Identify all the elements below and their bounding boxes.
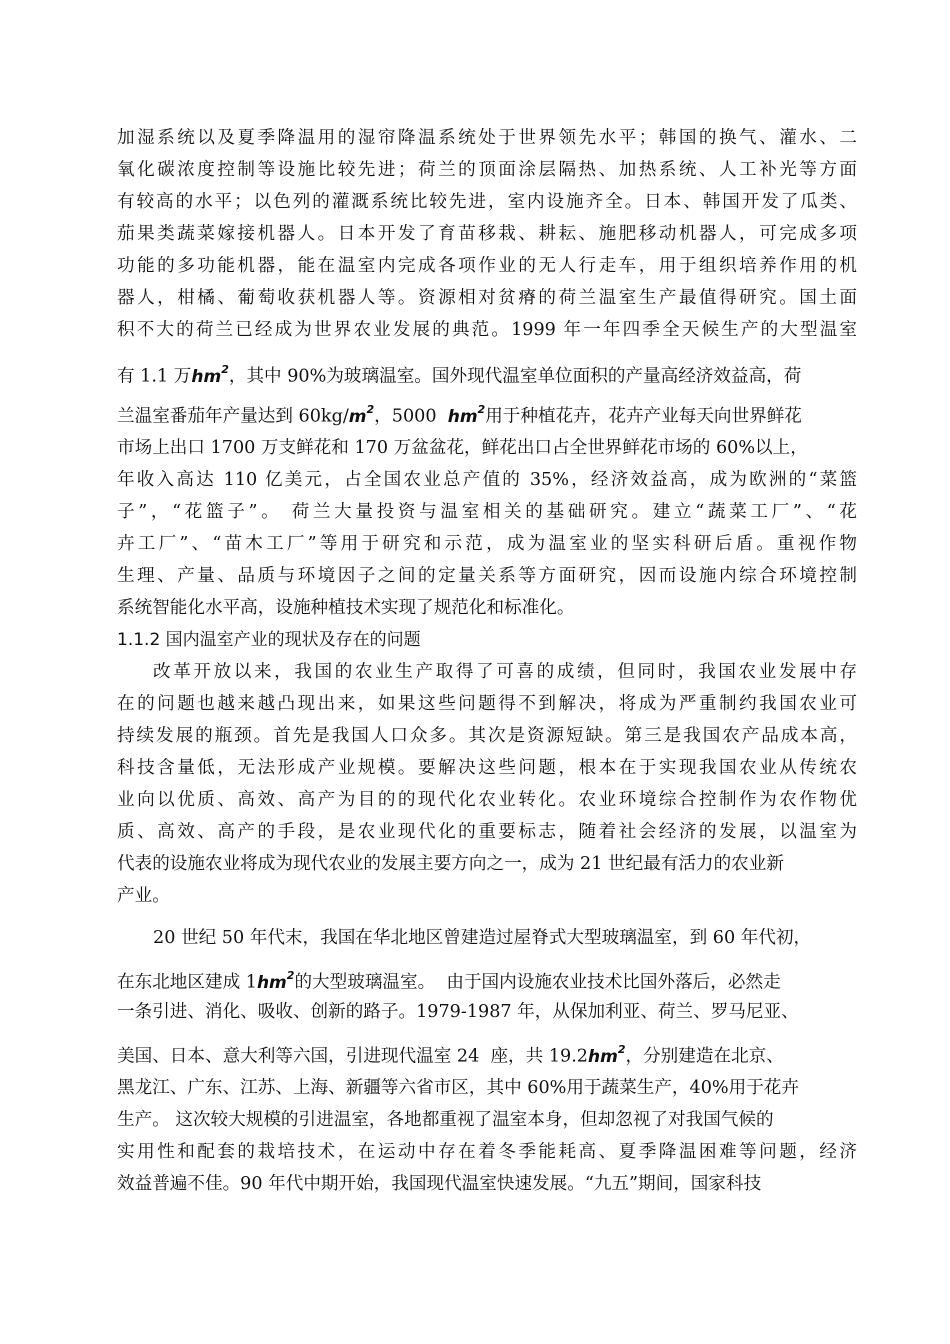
unit-hm: $hm^2$	[447, 403, 486, 427]
text-span: ，分别建造在北京、	[625, 1046, 784, 1067]
text-line: 市场上出口 1700 万支鲜花和 170 万盆盆花，鲜花出口占全世界鲜花市场的 60%以上，	[117, 438, 808, 458]
unit-m: $m^2$	[348, 403, 375, 427]
text-line	[117, 357, 857, 387]
text-line: 生理、产量、品质与环境因子之间的定量关系等方面研究，因而设施内综合环境控制	[117, 566, 857, 586]
text-line: 年收入高达 110 亿美元，占全国农业总产值的 35%，经济效益高，成为欧洲的“菜篮	[117, 470, 857, 490]
text-span: 兰温室番茄年产量达到 60kg/	[117, 406, 349, 427]
text-line: 业向以优质、高效、高产为目的的现代化农业转化。农业环境综合控制作为农作物优	[117, 790, 857, 810]
text-line: 功能的多功能机器，能在温室内完成各项作业的无人行走车，用于组织培养作用的机	[117, 256, 857, 276]
text-line: 20 世纪 50 年代末，我国在华北地区曾建造过屋脊式大型玻璃温室，到 60 年代初，	[153, 928, 812, 948]
section-heading: 1.1.2 国内温室产业的现状及存在的问题	[117, 630, 421, 650]
text-line: 加湿系统以及夏季降温用的湿帘降温系统处于世界领先水平；韩国的换气、灌水、二	[117, 128, 857, 148]
unit-hm: $hm^2$	[588, 1043, 626, 1067]
text-line: 茄果类蔬菜嫁接机器人。日本开发了育苗移栽、耕耘、施肥移动机器人，可完成多项	[117, 224, 857, 244]
text-line	[117, 397, 857, 427]
text-line: 生产。 这次较大规模的引进温室，各地都重视了温室本身，但却忽视了对我国气候的	[117, 1110, 774, 1130]
text-line: 实用性和配套的栽培技术，在运动中存在着冬季能耗高、夏季降温困难等问题，经济	[117, 1142, 857, 1162]
text-line: 在的问题也越来越凸现出来，如果这些问题得不到解决，将成为严重制约我国农业可	[117, 694, 857, 714]
text-span: 美国、日本、意大利等六国，引进现代温室 24 座，共 19.2	[117, 1046, 588, 1067]
unit-hm: $hm^2$	[191, 363, 229, 387]
text-span: 在东北地区建成 1	[117, 972, 257, 993]
text-line: 持续发展的瓶颈。首先是我国人口众多。其次是资源短缺。第三是我国农产品成本高，	[117, 726, 857, 746]
text-span: 的大型玻璃温室。 由于国内设施农业技术比国外落后，必然走	[294, 972, 781, 993]
text-line: 卉工厂”、“苗木工厂”等用于研究和示范，成为温室业的坚实科研后盾。重视作物	[117, 534, 857, 554]
text-line: 科技含量低，无法形成产业规模。要解决这些问题，根本在于实现我国农业从传统农	[117, 758, 857, 778]
text-line: 子”，“花篮子”。 荷兰大量投资与温室相关的基础研究。建立“蔬菜工厂”、“花	[117, 502, 857, 522]
text-line: 器人，柑橘、葡萄收获机器人等。资源相对贫瘠的荷兰温室生产最值得研究。国土面	[117, 288, 857, 308]
text-line: 质、高效、高产的手段，是农业现代化的重要标志，随着社会经济的发展，以温室为	[117, 822, 857, 842]
text-line: 产业。	[117, 886, 170, 906]
text-line: 一条引进、消化、吸收、创新的路子。1979-1987 年，从保加利亚、荷兰、罗马尼亚、	[117, 1002, 799, 1022]
text-line: 改革开放以来，我国的农业生产取得了可喜的成绩，但同时，我国农业发展中存	[153, 662, 857, 682]
text-line: 黑龙江、广东、江苏、上海、新疆等六省市区，其中 60%用于蔬菜生产，40%用于花卉	[117, 1078, 799, 1098]
text-line: 代表的设施农业将成为现代农业的发展主要方向之一，成为 21 世纪最有活力的农业新	[117, 854, 784, 874]
text-span: 用于种植花卉，花卉产业每天向世界鲜花	[485, 406, 802, 427]
text-line	[117, 1037, 857, 1067]
text-line: 有较高的水平；以色列的灌溉系统比较先进，室内设施齐全。日本、韩国开发了瓜类、	[117, 192, 857, 212]
unit-hm: $hm^2$	[256, 969, 295, 993]
text-line: 氧化碳浓度控制等设施比较先进；荷兰的顶面涂层隔热、加热系统、人工补光等方面	[117, 160, 857, 180]
text-line: 效益普遍不佳。90 年代中期开始，我国现代温室快速发展。“九五”期间，国家科技	[117, 1174, 762, 1194]
text-line: 系统智能化水平高，设施种植技术实现了规范化和标准化。	[117, 598, 575, 618]
text-line: 积不大的荷兰已经成为世界农业发展的典范。1999 年一年四季全天候生产的大型温室	[117, 320, 857, 340]
text-span: 有 1.1 万	[117, 366, 192, 387]
text-span: ，5000	[374, 406, 448, 427]
text-line	[117, 963, 857, 993]
text-span: ，其中 90%为玻璃温室。国外现代温室单位面积的产量高经济效益高，荷	[228, 366, 802, 387]
